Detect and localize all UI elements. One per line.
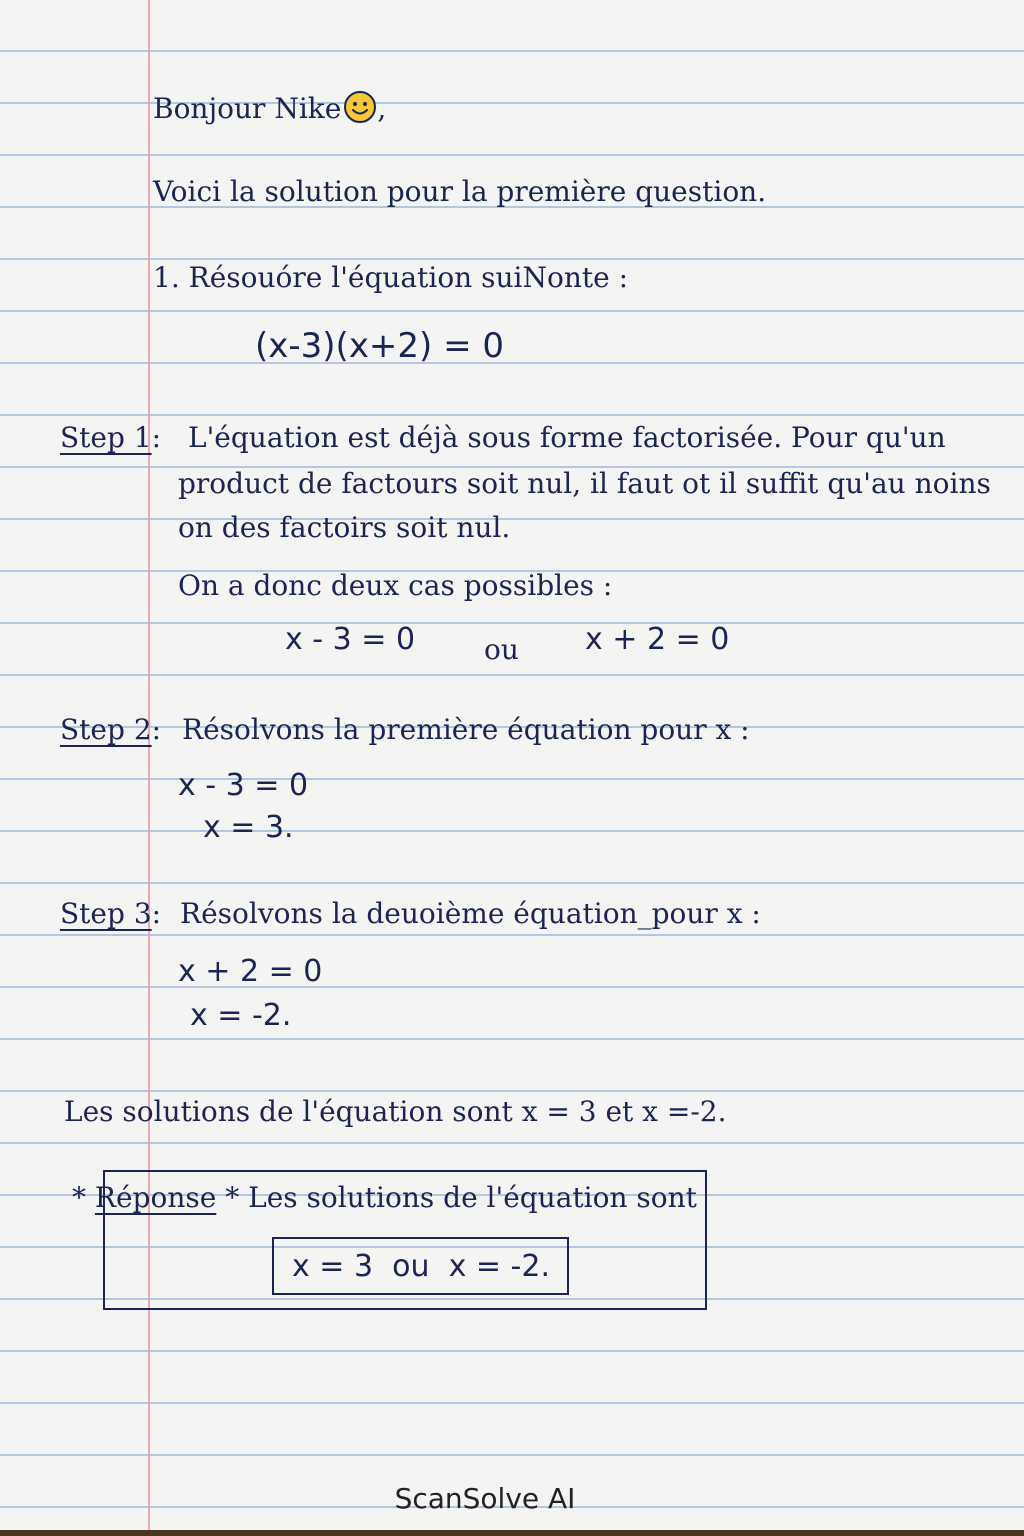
greeting-line <box>153 90 386 127</box>
step1-case-a: x - 3 = 0 <box>285 622 416 657</box>
step1-case-b: x + 2 = 0 <box>585 622 730 657</box>
step3-line-2: x = -2. <box>190 998 292 1033</box>
step1-colon: : <box>151 421 162 454</box>
answer-heading <box>72 1180 697 1216</box>
question-equation: (x-3)(x+2) = 0 <box>255 326 505 366</box>
answer-star-right: * <box>225 1181 240 1214</box>
step3-line-1: x + 2 = 0 <box>178 954 323 989</box>
answer-star-left: * <box>72 1181 86 1214</box>
step3-label: Step 3 <box>60 897 152 930</box>
step2-colon: : <box>151 713 162 746</box>
brand-watermark: ScanSolve AI <box>394 1482 576 1515</box>
step3-heading <box>60 896 161 932</box>
conclusion-text: Les solutions de l'équation sont x = 3 et x =-2. <box>64 1095 727 1128</box>
step3-colon: : <box>151 897 162 930</box>
step1-line-3: on des factoirs soit nul. <box>178 511 511 544</box>
step2-heading <box>60 712 161 748</box>
step3-text: Résolvons la deuoième équation_pour x : <box>180 897 761 930</box>
step1-line-1: L'équation est déjà sous forme factorisée. Pour qu'un <box>188 421 946 454</box>
step1-heading <box>60 420 161 456</box>
step1-line-2: product de factours soit nul, il faut ot il suffit qu'au noins <box>178 467 991 500</box>
step2-line-1: x - 3 = 0 <box>178 768 309 803</box>
step1-label: Step 1 <box>60 421 152 454</box>
greeting-comma: , <box>377 92 387 125</box>
step1-cases-intro: On a donc deux cas possibles : <box>178 569 613 602</box>
smiling-face-icon <box>343 90 377 124</box>
step2-text: Résolvons la première équation pour x : <box>182 713 750 746</box>
answer-text: Les solutions de l'équation sont <box>248 1181 697 1214</box>
greeting-text: Bonjour Nike <box>153 92 342 125</box>
step2-label: Step 2 <box>60 713 152 746</box>
intro-text: Voici la solution pour la première question. <box>153 175 767 208</box>
answer-result: x = 3 ou x = -2. <box>292 1249 550 1284</box>
question-label: 1. Résouóre l'équation suiNonte : <box>153 261 629 294</box>
step2-line-2: x = 3. <box>203 810 294 845</box>
answer-label: Réponse <box>94 1181 217 1214</box>
step1-case-or: ou <box>484 633 519 666</box>
